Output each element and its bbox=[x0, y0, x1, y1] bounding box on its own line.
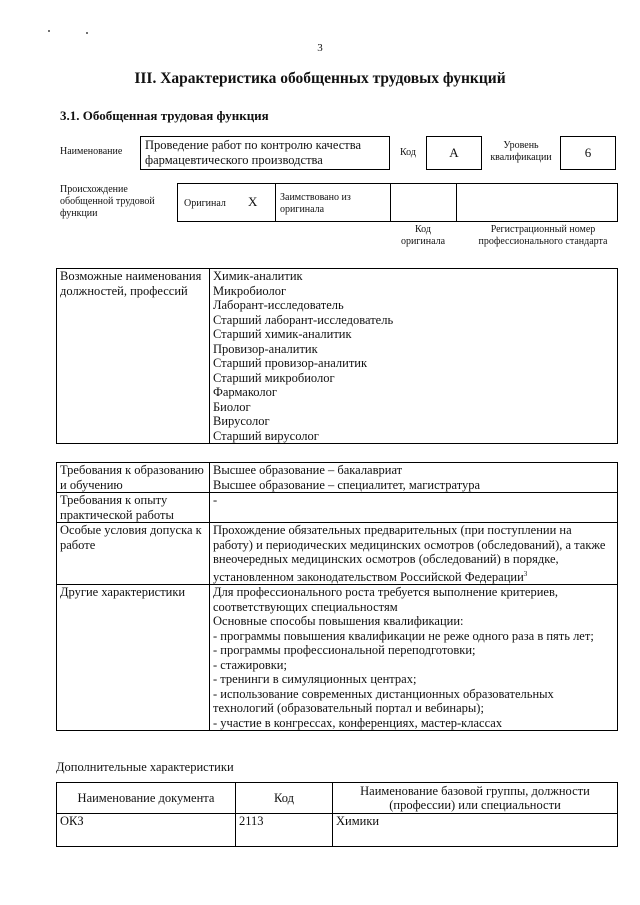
origin-row bbox=[177, 183, 618, 222]
position-item: Старший вирусолог bbox=[213, 428, 319, 443]
position-item: Микробиолог bbox=[213, 283, 287, 298]
requirement-line: - программы повышения квалификации не реже одного раза в пять лет; bbox=[213, 628, 594, 643]
requirement-line: - программы профессиональной переподготовки; bbox=[213, 643, 476, 658]
requirement-line: Высшее образование – бакалавриат bbox=[213, 463, 403, 477]
scan-speck bbox=[86, 32, 88, 34]
name-value-box bbox=[140, 136, 390, 170]
divider bbox=[390, 184, 391, 221]
level-value: 6 bbox=[584, 145, 592, 160]
name-value: Проведение работ по контролю качества фармацевтического производства bbox=[145, 138, 361, 167]
requirement-value-cell bbox=[210, 585, 618, 731]
code-original-caption: Код оригинала bbox=[400, 224, 446, 247]
additional-title: Дополнительные характеристики bbox=[56, 760, 234, 774]
table-row bbox=[57, 814, 618, 847]
position-item: Лаборант-исследователь bbox=[213, 298, 344, 312]
divider bbox=[275, 184, 276, 221]
scan-speck bbox=[48, 30, 50, 32]
table-header-row bbox=[57, 783, 618, 814]
table-cell bbox=[333, 814, 618, 847]
table-row bbox=[57, 523, 618, 585]
borrowed-label: Заимствовано из оригинала bbox=[280, 192, 351, 215]
position-item: Провизор-аналитик bbox=[213, 341, 318, 356]
additional-table bbox=[56, 782, 618, 847]
requirement-line: Основные способы повышения квалификации: bbox=[213, 614, 464, 629]
section-title: III. Характеристика обобщенных трудовых функций bbox=[134, 70, 506, 87]
column-header-label: Наименование базовой группы, должности (профессии) или специальности bbox=[360, 783, 590, 812]
divider bbox=[456, 184, 457, 221]
requirement-value-cell bbox=[210, 493, 618, 523]
requirement-label-cell bbox=[57, 585, 210, 731]
table-cell bbox=[236, 814, 333, 847]
requirement-value-cell bbox=[210, 463, 618, 493]
requirement-label: Другие характеристики bbox=[60, 585, 186, 600]
code-value-box bbox=[426, 136, 482, 170]
level-label: Уровень квалификации bbox=[490, 140, 552, 163]
requirement-line: - стажировки; bbox=[213, 657, 287, 672]
table-cell bbox=[57, 814, 236, 847]
footnote-marker: 3 bbox=[523, 569, 528, 578]
cell-value: Химики bbox=[336, 814, 380, 828]
position-item: Химик-аналитик bbox=[213, 269, 303, 283]
level-value-box bbox=[560, 136, 616, 170]
position-item: Фармаколог bbox=[213, 385, 277, 399]
positions-label: Возможные наименования должностей, профессий bbox=[60, 269, 202, 298]
positions-table bbox=[56, 268, 618, 444]
requirement-label-cell bbox=[57, 523, 210, 585]
position-item: Вирусолог bbox=[213, 414, 270, 428]
origin-label: Происхождение обобщенной трудовой функции bbox=[60, 184, 155, 219]
position-item: Биолог bbox=[213, 399, 251, 414]
requirement-label: Особые условия допуска к работе bbox=[60, 523, 202, 552]
requirement-line: Прохождение обязательных предварительных (при поступлении на работу) и периодических медицинских осмотров (обследований), а также внеочередных медицинских осмотров (обследований) в порядке, установленном законодательством Российской Федерации bbox=[213, 523, 606, 584]
positions-label-cell bbox=[57, 269, 210, 444]
cell-value: ОКЗ bbox=[60, 814, 84, 828]
column-header bbox=[236, 783, 333, 814]
reg-number-caption: Регистрационный номер профессионального стандарта bbox=[478, 224, 608, 247]
position-item: Старший химик-аналитик bbox=[213, 327, 352, 341]
requirement-line: - участие в конгрессах, конференциях, мастер-классах bbox=[213, 715, 503, 730]
column-header-label: Код bbox=[274, 790, 294, 805]
requirement-label-cell bbox=[57, 493, 210, 523]
requirement-line: - использование современных дистанционных образовательных технологий (образовательный портал и вебинары); bbox=[213, 686, 554, 716]
table-row bbox=[57, 493, 618, 523]
requirement-line: - bbox=[213, 493, 218, 507]
position-item: Старший микробиолог bbox=[213, 370, 335, 385]
page-number: 3 bbox=[317, 42, 323, 54]
requirement-line: - тренинги в симуляционных центрах; bbox=[213, 672, 417, 687]
position-item: Старший лаборант-исследователь bbox=[213, 312, 394, 327]
position-item: Старший провизор-аналитик bbox=[213, 356, 368, 370]
column-header-label: Наименование документа bbox=[77, 790, 215, 805]
requirement-line: Для профессионального роста требуется выполнение критериев, соответствующих специальностям bbox=[213, 585, 558, 614]
requirements-table bbox=[56, 462, 618, 731]
column-header bbox=[333, 783, 618, 814]
requirement-value-cell bbox=[210, 523, 618, 585]
requirement-label: Требования к образованию и обучению bbox=[60, 463, 204, 492]
name-label: Наименование bbox=[60, 146, 123, 157]
cell-value: 2113 bbox=[239, 814, 264, 828]
subsection-title: 3.1. Обобщенная трудовая функция bbox=[60, 108, 269, 123]
positions-list-cell bbox=[210, 269, 618, 444]
original-label: Оригинал bbox=[184, 198, 226, 209]
code-value: A bbox=[449, 145, 459, 160]
code-label: Код bbox=[400, 147, 416, 158]
column-header bbox=[57, 783, 236, 814]
requirement-label: Требования к опыту практической работы bbox=[60, 493, 174, 522]
requirement-line: Высшее образование – специалитет, магистратура bbox=[213, 477, 481, 492]
original-mark: X bbox=[248, 194, 258, 209]
table-row bbox=[57, 585, 618, 731]
table-row bbox=[57, 463, 618, 493]
requirement-label-cell bbox=[57, 463, 210, 493]
